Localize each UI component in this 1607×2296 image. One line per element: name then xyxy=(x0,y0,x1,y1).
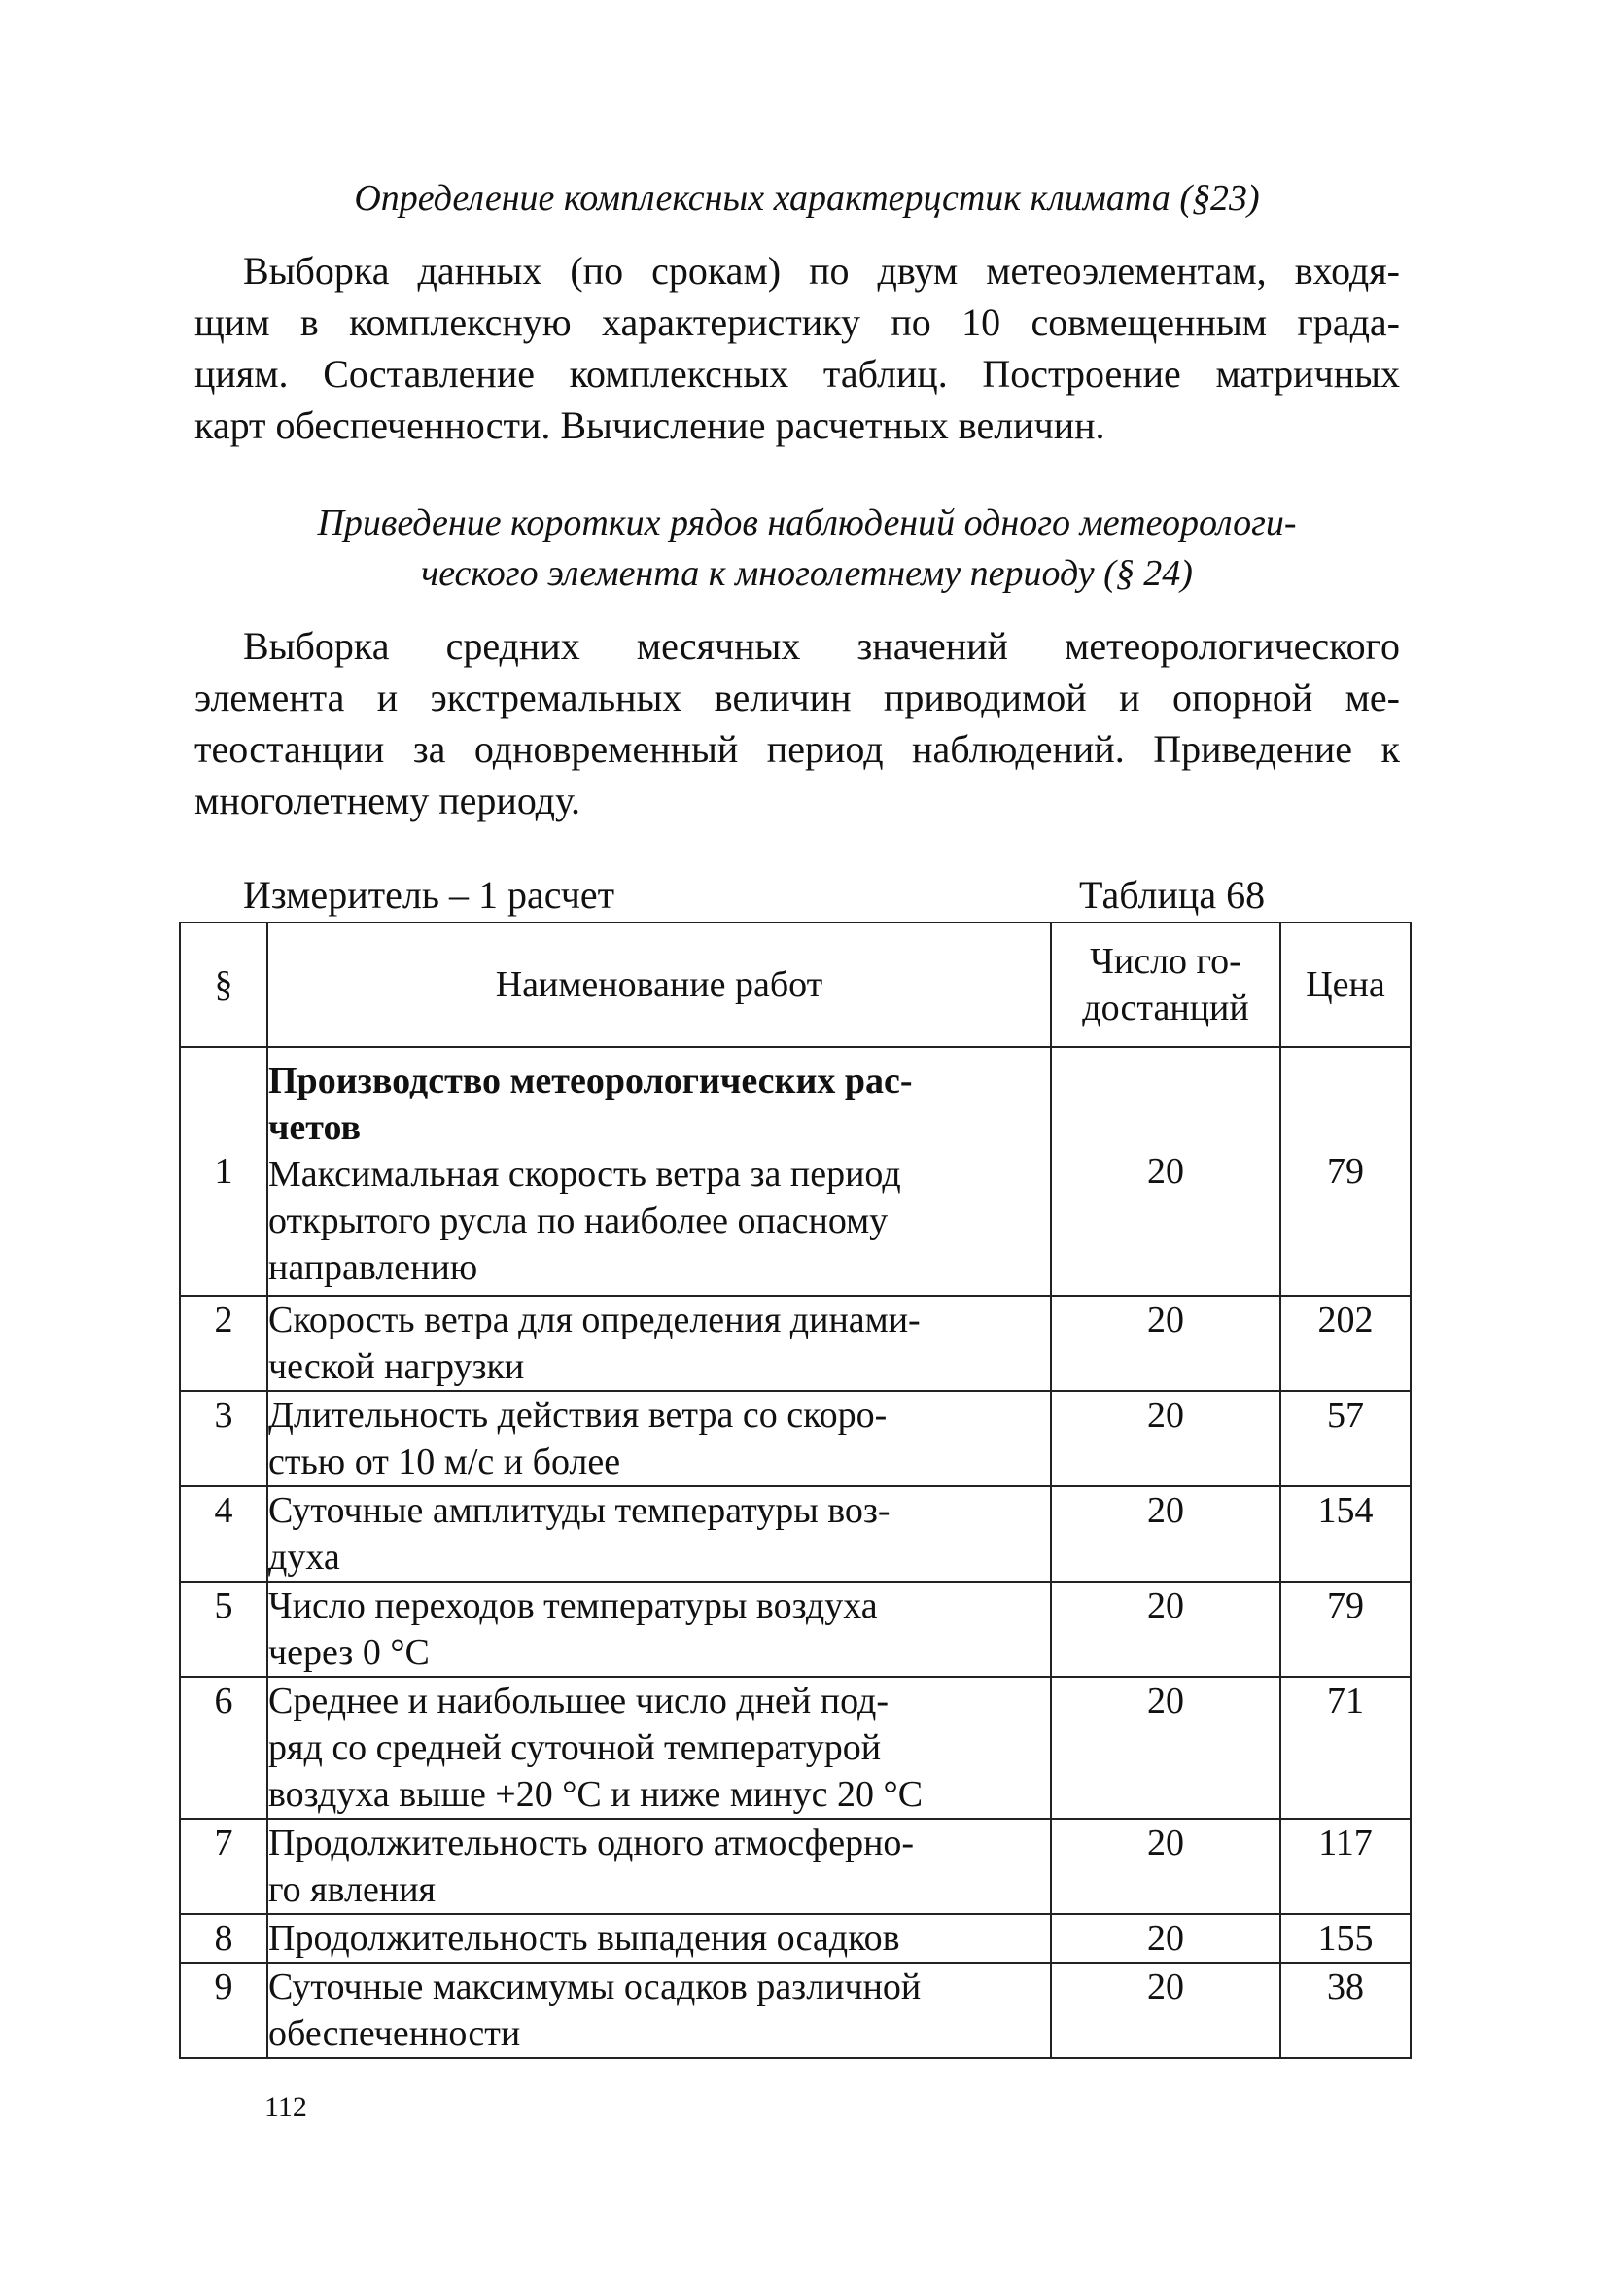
row-work xyxy=(267,1914,1051,1963)
row-stations: 20 xyxy=(1051,1391,1280,1486)
row-price: 117 xyxy=(1280,1819,1411,1914)
header-stations-line: достанций xyxy=(1082,988,1249,1028)
row-num: 4 xyxy=(180,1486,267,1582)
heading-line: Приведение коротких рядов наблюдений одного метеорологи- xyxy=(317,503,1297,543)
work-line: через 0 °С xyxy=(268,1632,430,1673)
page-number: 112 xyxy=(264,2091,307,2123)
text-line: циям. Составление комплексных таблиц. Построение матричных xyxy=(194,352,1400,396)
work-line: стью от 10 м/с и более xyxy=(268,1442,621,1482)
table-row xyxy=(180,1047,1411,1296)
row-stations: 20 xyxy=(1051,1914,1280,1963)
row-work xyxy=(267,1047,1051,1296)
row-num: 1 xyxy=(180,1047,267,1296)
group-title: четов xyxy=(268,1107,362,1148)
row-price: 71 xyxy=(1280,1677,1411,1819)
text-line: Выборка данных (по срокам) по двум метеоэлементам, входя- xyxy=(243,249,1400,293)
row-work xyxy=(267,1486,1051,1582)
row-num: 2 xyxy=(180,1296,267,1391)
table-measure: Измеритель – 1 расчет xyxy=(243,873,615,917)
row-num: 5 xyxy=(180,1582,267,1677)
row-work xyxy=(267,1677,1051,1819)
work-line: ряд со средней суточной температурой xyxy=(268,1727,882,1768)
price-table xyxy=(179,922,1412,2059)
table-header-row xyxy=(180,922,1411,1047)
row-price: 202 xyxy=(1280,1296,1411,1391)
work-line: открытого русла по наиболее опасному xyxy=(268,1200,889,1241)
row-price: 154 xyxy=(1280,1486,1411,1582)
table-row xyxy=(180,1296,1411,1391)
row-stations: 20 xyxy=(1051,1677,1280,1819)
text-line: элемента и экстремальных величин приводимой и опорной ме- xyxy=(194,676,1400,719)
table-row xyxy=(180,1391,1411,1486)
heading-line: ческого элемента к многолетнему периоду (§ 24) xyxy=(421,553,1193,594)
work-line: Скорость ветра для определения динами- xyxy=(268,1300,921,1340)
row-work xyxy=(267,1391,1051,1486)
row-num: 6 xyxy=(180,1677,267,1819)
table-row xyxy=(180,1914,1411,1963)
row-work xyxy=(267,1296,1051,1391)
row-price: 57 xyxy=(1280,1391,1411,1486)
work-line: Число переходов температуры воздуха xyxy=(268,1585,878,1626)
row-price: 79 xyxy=(1280,1047,1411,1296)
header-stations xyxy=(1051,922,1280,1047)
row-stations: 20 xyxy=(1051,1582,1280,1677)
section-text-23 xyxy=(194,245,1400,451)
row-work xyxy=(267,1582,1051,1677)
row-price: 38 xyxy=(1280,1963,1411,2058)
work-line: Среднее и наибольшее число дней под- xyxy=(268,1681,889,1722)
row-num: 9 xyxy=(180,1963,267,2058)
text-line: многолетнему периоду. xyxy=(194,779,581,822)
work-line: Суточные амплитуды температуры воз- xyxy=(268,1490,891,1531)
group-title: Производство метеорологических рас- xyxy=(268,1061,913,1101)
row-num: 7 xyxy=(180,1819,267,1914)
section-heading-23: Определение комплексных характерцстик климата (§23) xyxy=(354,178,1260,219)
row-stations: 20 xyxy=(1051,1963,1280,2058)
work-line: Продолжительность выпадения осадков xyxy=(268,1918,900,1959)
row-stations: 20 xyxy=(1051,1819,1280,1914)
header-work: Наименование работ xyxy=(267,922,1051,1047)
header-num: § xyxy=(180,922,267,1047)
table-row xyxy=(180,1819,1411,1914)
row-price: 155 xyxy=(1280,1914,1411,1963)
work-line: духа xyxy=(268,1537,340,1578)
row-price: 79 xyxy=(1280,1582,1411,1677)
table-row xyxy=(180,1486,1411,1582)
text-line: щим в комплексную характеристику по 10 совмещенным града- xyxy=(194,300,1400,344)
text-line: теостанции за одновременный период наблюдений. Приведение к xyxy=(194,727,1400,771)
text-line: карт обеспеченности. Вычисление расчетных величин. xyxy=(194,403,1105,447)
row-stations: 20 xyxy=(1051,1296,1280,1391)
row-work xyxy=(267,1819,1051,1914)
section-heading-24 xyxy=(194,498,1419,599)
work-line: ческой нагрузки xyxy=(268,1346,525,1387)
header-stations-line: Число го- xyxy=(1090,941,1241,982)
header-price: Цена xyxy=(1280,922,1411,1047)
row-num: 8 xyxy=(180,1914,267,1963)
row-num: 3 xyxy=(180,1391,267,1486)
work-line: Длительность действия ветра со скоро- xyxy=(268,1395,888,1436)
section-text-24 xyxy=(194,620,1400,826)
row-work xyxy=(267,1963,1051,2058)
table-row xyxy=(180,1963,1411,2058)
work-line: го явления xyxy=(268,1869,437,1910)
row-stations: 20 xyxy=(1051,1486,1280,1582)
table-label: Таблица 68 xyxy=(1079,873,1266,917)
text-line: Выборка средних месячных значений метеорологического xyxy=(243,624,1400,668)
table-row xyxy=(180,1677,1411,1819)
table-row xyxy=(180,1582,1411,1677)
work-line: воздуха выше +20 °С и ниже минус 20 °С xyxy=(268,1774,924,1815)
work-line: Продолжительность одного атмосферно- xyxy=(268,1823,915,1863)
work-line: направлению xyxy=(268,1247,478,1288)
row-stations: 20 xyxy=(1051,1047,1280,1296)
work-line: Суточные максимумы осадков различной xyxy=(268,1966,922,2007)
work-line: Максимальная скорость ветра за период xyxy=(268,1154,901,1195)
work-line: обеспеченности xyxy=(268,2013,521,2054)
